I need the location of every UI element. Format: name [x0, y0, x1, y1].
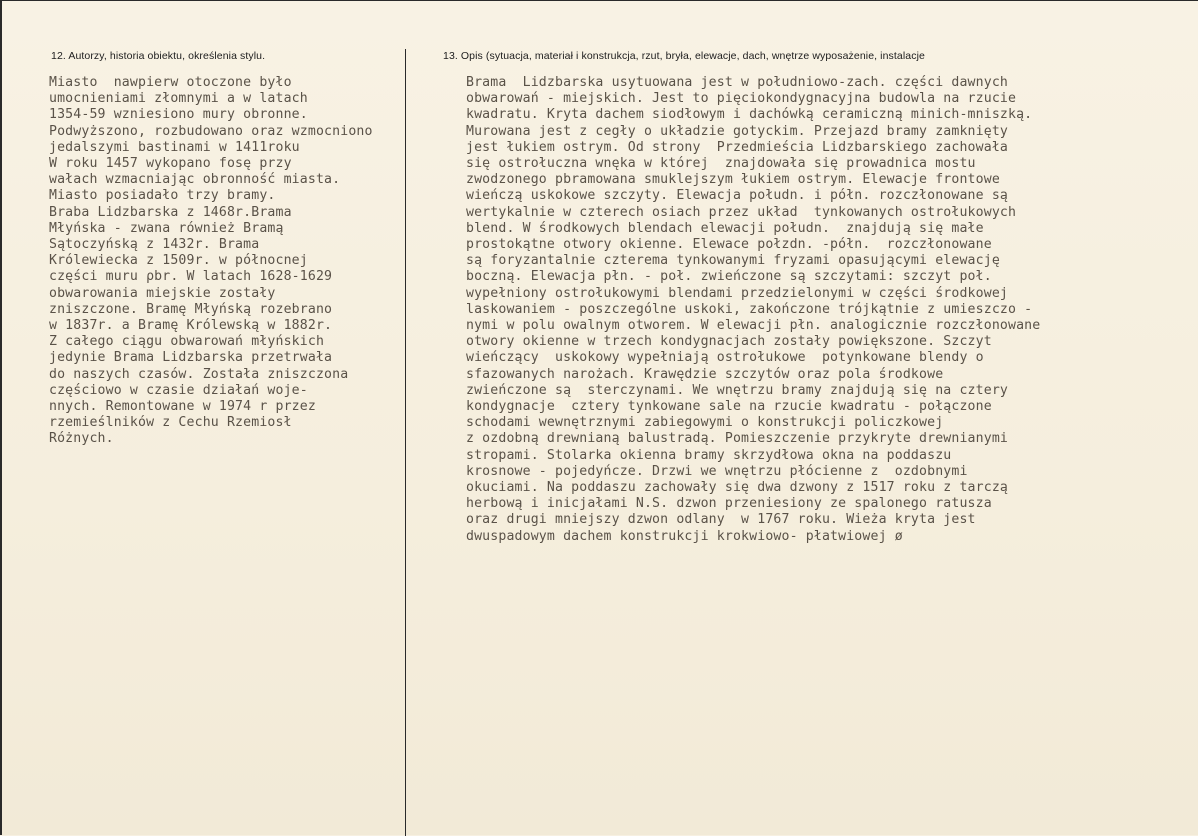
section-12-header: 12. Autorzy, historia obiektu, określenia stylu.	[51, 50, 266, 62]
section-13-header: 13. Opis (sytuacja, materiał i konstrukcja, rzut, bryła, elewacje, dach, wnętrze wyposażenie, instalacje	[443, 50, 925, 62]
history-text: Miasto nawpierw otoczone było umocnieniami złomnymi a w latach 1354-59 wzniesiono mury obronne. Podwyższono, rozbudowano oraz wzmocniono jedalszymi bastinami w 1411roku W roku 1457 wykopano fosę przy wałach wzmacniając obronność miasta. Miasto posiadało trzy bramy. Braba Lidzbarska z 1468r.Brama Młyńska - zwana również Bramą Sątoczyńską z 1432r. Brama Królewiecka z 1509r. w północnej części muru ρbr. W latach 1628-1629 obwarowania miejskie zostały zniszczone. Bramę Młyńską rozebrano w 1837r. a Bramę Królewską w 1882r. Z całego ciągu obwarowań młyńskich jedynie Brama Lidzbarska przetrwała do naszych czasów. Została zniszczona częściowo w czasie działań woje- nnych. Remontowane w 1974 r przez rzemieślników z Cechu Rzemiosł Różnych.	[49, 75, 373, 447]
description-text: Brama Lidzbarska usytuowana jest w południowo-zach. części dawnych obwarowań - miejskich. Jest to pięciokondygnacyjna budowla na rzucie kwadratu. Kryta dachem siodłowym i dachówką ceramiczną minich-mniszką. Murowana jest z cegły o układzie gotyckim. Przejazd bramy zamknięty jest łukiem ostrym. Od strony Przedmieścia Lidzbarskiego zachowała się ostrołuczna wnęka w której znajdowała się prowadnica mostu zwodzonego pbramowana smuklejszym łukiem ostrym. Elewacje frontowe wieńczą uskokowe szczyty. Elewacja połudn. i półn. rozczłonowane są wertykalnie w czterech osiach przez układ tynkowanych ostrołukowych blend. W środkowych blendach elewacji połudn. znajdują się małe prostokątne otwory okienne. Elewace połzdn. -półn. rozczłonowane są foryzantalnie czterema tynkowanymi fryzami opasującymi elewację boczną. Elewacja płn. - poł. zwieńczone są szczytami: szczyt poł. wypełniony ostrołukowymi blendami przedzielonymi w części środkowej laskowaniem - poszczególne uskoki, zakończone trójkątnie z umieszczo - nymi w polu owalnym otworem. W elewacji płn. analogicznie rozczłonowane otwory okienne w trzech kondygnacjach zostały powiększone. Szczyt wieńczący uskokowy wypełniają ostrołukowe potynkowane blendy o sfazowanych narożach. Krawędzie szczytów oraz pola środkowe zwieńczone są sterczynami. We wnętrzu bramy znajdują się na cztery kondygnacje cztery tynkowane sale na rzucie kwadratu - połączone schodami wewnętrznymi zabiegowymi o konstrukcji policzkowej z ozdobną drewnianą balustradą. Pomieszczenie przykryte drewnianymi stropami. Stolarka okienna bramy skrzydłowa okna na poddaszu krosnowe - pojedyńcze. Drzwi we wnętrzu płócienne z ozdobnymi okuciami. Na poddaszu zachowały się dwa dzwony z 1517 roku z tarczą herbową i inicjałami N.S. dzwon przeniesiony ze spalonego ratusza oraz drugi mniejszy dzwon odlany w 1767 roku. Wieża kryta jest dwuspadowym dachem konstrukcji krokwiowo- płatwiowej ø	[466, 75, 1041, 544]
column-divider	[405, 49, 406, 836]
